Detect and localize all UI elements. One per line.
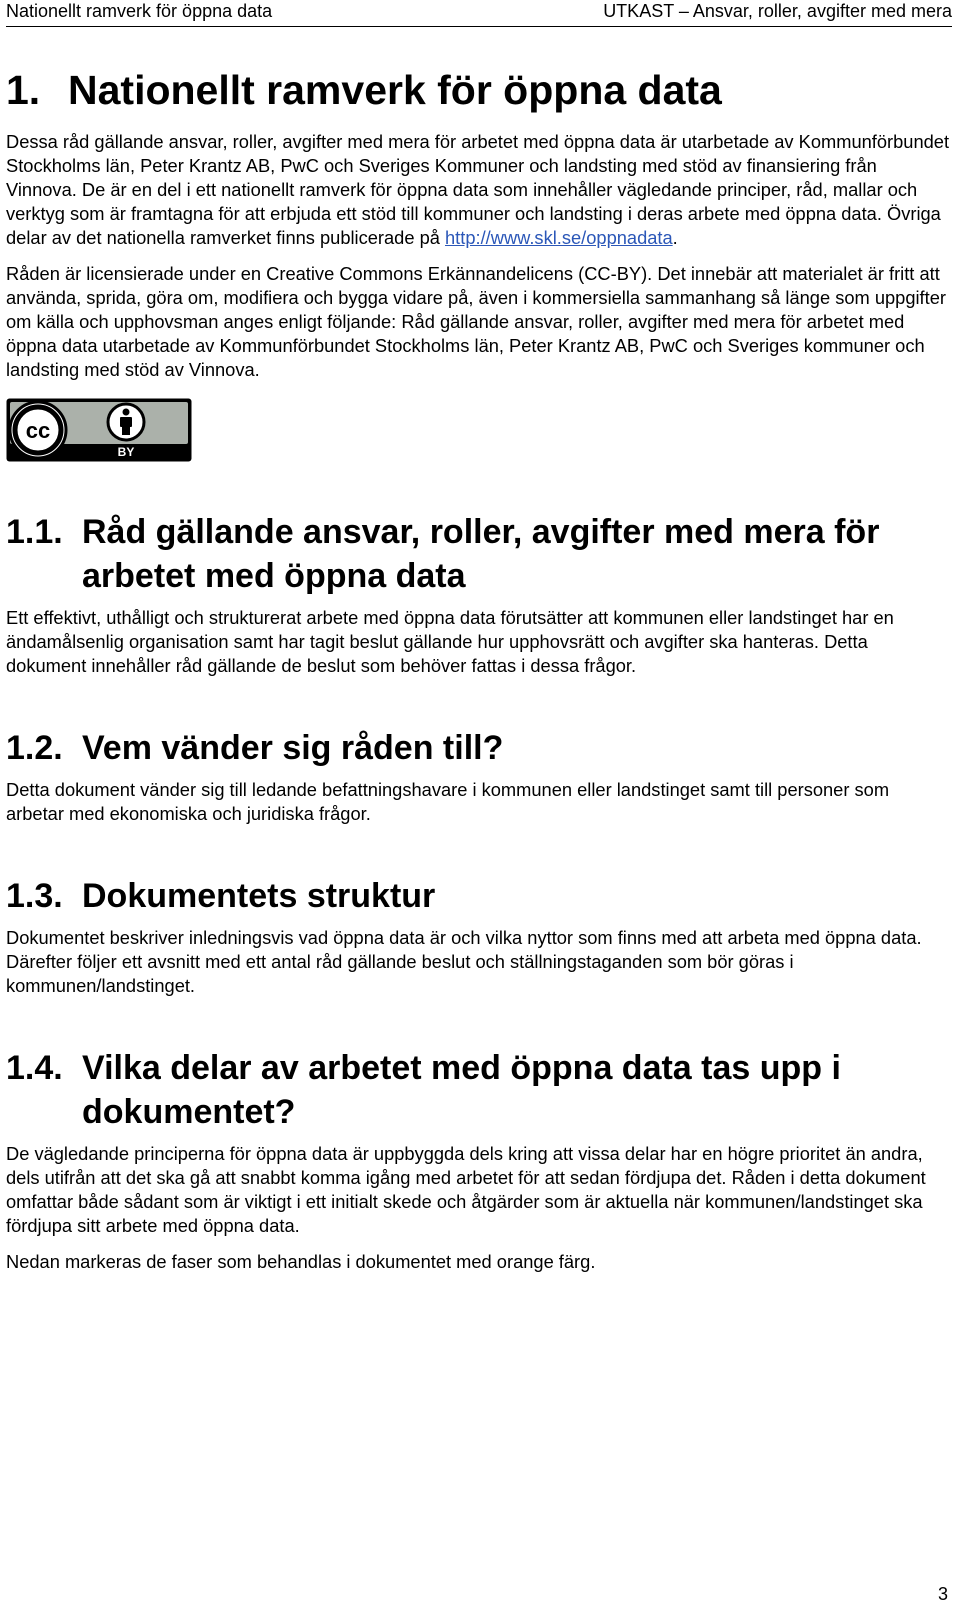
section-1-1-paragraph: Ett effektivt, uthålligt och strukturerat arbete med öppna data förutsätter att kommunen eller landstinget har en ändamålsenlig organisation samt har tagit beslut gällande hur upphovsrätt och avgifter ska hanteras. Detta dokument innehåller råd gällande de beslut som behöver fattas i dessa frågor. [6, 607, 894, 676]
document-body [6, 64, 952, 1274]
intro-paragraph [6, 130, 952, 250]
cc-by-badge [6, 398, 192, 462]
svg-text:BY: BY [117, 445, 135, 459]
section-title: Nationellt ramverk för öppna data [68, 67, 722, 113]
svg-text:cc: cc [25, 418, 51, 443]
section-1-1-heading [6, 510, 952, 598]
section-1-4-heading [6, 1046, 952, 1134]
section-1-3-paragraph: Dokumentet beskriver inledningsvis vad öppna data är och vilka nyttor som finns med att arbeta med öppna data. Därefter följer ett avsnitt med ett antal råd gällande beslut och ställningstaganden som bör göras i kommunen/landstinget. [6, 927, 922, 996]
section-title: Dokumentets struktur [82, 877, 436, 915]
header-right-title: UTKAST – Ansvar, roller, avgifter med mera [603, 1, 952, 21]
section-title: Vem vänder sig råden till? [82, 729, 504, 767]
intro-text: Dessa råd gällande ansvar, roller, avgifter med mera för arbetet med öppna data är utarbetade av Kommunförbundet Stockholms län, Peter Krantz AB, PwC och Sveriges Kommuner och landsting med stöd av finansiering från Vinnova. De är en del i ett nationellt ramverk för öppna data som innehåller vägledande principer, råd, mallar och verktyg som är framtagna för att erbjuda ett stöd till kommuner och landsting i deras arbete med öppna data. Övriga delar av det nationella ramverket finns publicerade på [6, 131, 950, 248]
intro-text-end: . [672, 227, 678, 248]
section-title: Vilka delar av arbetet med öppna data tas upp i dokumentet? [82, 1049, 841, 1131]
section-number: 1.3. [6, 877, 63, 915]
cc-by-icon [6, 398, 192, 462]
page-number: 3 [937, 1584, 948, 1604]
section-number: 1.1. [6, 513, 63, 551]
section-1-2-paragraph: Detta dokument vänder sig till ledande befattningshavare i kommunen eller landstinget samt till personer som arbetar med ekonomiska och juridiska frågor. [6, 779, 890, 824]
section-1-heading [6, 64, 952, 116]
section-1-3-heading [6, 874, 952, 918]
header-left-title: Nationellt ramverk för öppna data [6, 1, 273, 21]
section-number: 1.4. [6, 1049, 63, 1087]
section-number: 1. [6, 67, 41, 113]
skl-link[interactable]: http://www.skl.se/oppnadata [445, 227, 673, 248]
section-1-4-paragraph: De vägledande principerna för öppna data är uppbyggda dels kring att vissa delar har en högre prioritet än andra, dels utifrån att det ska gå att snabbt komma igång med arbetet för att sedan fördjupa det. Råden i detta dokument omfattar både sådant som är viktigt i ett initialt skede och åtgärder som är aktuella när kommunen/landstinget ska fördjupa sitt arbete med öppna data. [6, 1143, 926, 1236]
page-header [6, 0, 952, 27]
section-1-2-heading [6, 726, 952, 770]
section-1-4-note: Nedan markeras de faser som behandlas i dokumentet med orange färg. [6, 1251, 596, 1272]
section-number: 1.2. [6, 729, 63, 767]
license-paragraph: Råden är licensierade under en Creative Commons Erkännandelicens (CC-BY). Det innebär att materialet är fritt att använda, sprida, göra om, modifiera och bygga vidare på, även i kommersiella sammanhang så länge som uppgifter om källa och upphovsman anges enligt följande: Råd gällande ansvar, roller, avgifter med mera för arbetet med öppna data utarbetade av Kommunförbundet Stockholms län, Peter Krantz AB, PwC och Sveriges kommuner och landsting med stöd av Vinnova. [6, 263, 946, 380]
section-title: Råd gällande ansvar, roller, avgifter med mera för arbetet med öppna data [82, 513, 880, 595]
